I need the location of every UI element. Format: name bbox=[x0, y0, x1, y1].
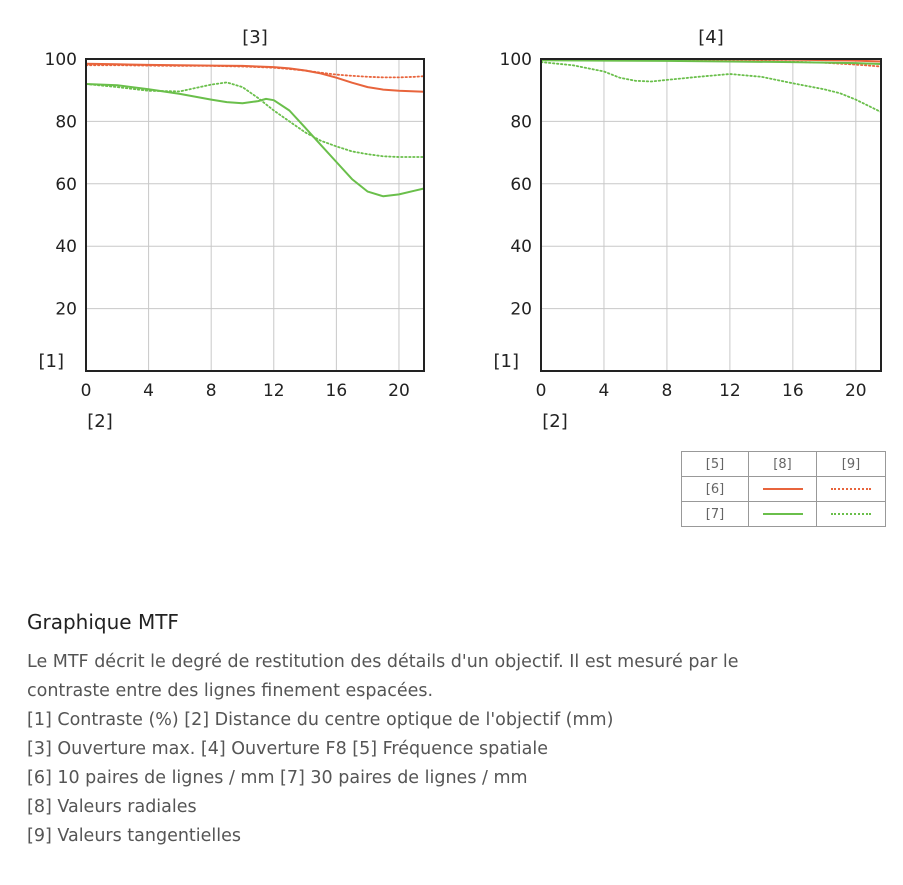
chart2-y-tick-label: 20 bbox=[510, 299, 532, 320]
legend-label-30lp: [7] bbox=[682, 502, 749, 527]
chart2-y-tick-label: 60 bbox=[510, 174, 532, 195]
chart2-y-tick-label: 80 bbox=[510, 112, 532, 133]
legend-swatch-30lp-tangential bbox=[817, 502, 886, 527]
chart1-y-tick-label: 60 bbox=[55, 174, 77, 195]
chart2-x-tick-label: 8 bbox=[661, 381, 673, 401]
legend-swatch-30lp-radial bbox=[749, 502, 817, 527]
chart1-series-line bbox=[86, 65, 424, 77]
caption-line: Le MTF décrit le degré de restitution des détails d'un objectif. Il est mesuré par le bbox=[27, 652, 739, 672]
legend-swatch-10lp-radial bbox=[749, 477, 817, 502]
chart1-y-axis-label: [1] bbox=[38, 351, 64, 372]
chart1-y-tick-label: 100 bbox=[44, 50, 77, 70]
chart1-x-tick-label: 20 bbox=[388, 381, 410, 401]
legend-header-tangential: [9] bbox=[817, 452, 886, 477]
chart1-x-tick-label: 0 bbox=[80, 381, 92, 401]
chart1-frame bbox=[86, 59, 424, 371]
chart1-x-tick-label: 8 bbox=[205, 381, 217, 401]
caption-title: Graphique MTF bbox=[27, 610, 179, 634]
chart2-series-line bbox=[541, 62, 881, 112]
caption-line: [6] 10 paires de lignes / mm [7] 30 paires de lignes / mm bbox=[27, 768, 528, 788]
chart1-y-tick-label: 20 bbox=[55, 299, 77, 320]
chart1-series-line bbox=[86, 82, 424, 157]
chart2-x-tick-label: 16 bbox=[782, 381, 804, 401]
legend-row-10lp bbox=[682, 477, 886, 502]
chart2-x-tick-label: 0 bbox=[535, 381, 547, 401]
chart2-y-tick-label: 40 bbox=[510, 237, 532, 258]
legend-swatch-10lp-tangential bbox=[817, 477, 886, 502]
legend-header-frequency: [5] bbox=[682, 452, 749, 477]
chart1-y-tick-label: 80 bbox=[55, 112, 77, 133]
legend-label-10lp: [6] bbox=[682, 477, 749, 502]
chart2-y-tick-label: 100 bbox=[499, 50, 532, 70]
chart2-x-tick-label: 20 bbox=[844, 381, 867, 401]
chart1-x-tick-label: 16 bbox=[325, 381, 348, 401]
caption-line: contraste entre des lignes finement espacées. bbox=[27, 681, 434, 701]
caption-line: [1] Contraste (%) [2] Distance du centre optique de l'objectif (mm) bbox=[27, 710, 614, 730]
caption-line: [9] Valeurs tangentielles bbox=[27, 826, 242, 846]
caption-line: [3] Ouverture max. [4] Ouverture F8 [5] Fréquence spatiale bbox=[27, 739, 549, 759]
legend-row-30lp bbox=[682, 502, 886, 527]
chart1-title: [3] bbox=[242, 27, 268, 48]
chart2-y-axis-label: [1] bbox=[493, 351, 519, 372]
chart1-y-tick-label: 40 bbox=[55, 237, 77, 258]
chart1-x-tick-label: 12 bbox=[262, 381, 285, 401]
caption bbox=[27, 610, 827, 851]
chart2-x-axis-label: [2] bbox=[542, 411, 568, 432]
caption-line: [8] Valeurs radiales bbox=[27, 797, 197, 817]
chart1-x-tick-label: 4 bbox=[143, 381, 155, 401]
legend-header-radial: [8] bbox=[749, 452, 817, 477]
chart1-x-axis-label: [2] bbox=[87, 411, 113, 432]
legend-table bbox=[681, 451, 886, 527]
chart2-x-tick-label: 12 bbox=[719, 381, 741, 401]
chart2-title: [4] bbox=[698, 27, 724, 48]
legend-header-row bbox=[682, 452, 886, 477]
chart1-series-line bbox=[86, 84, 424, 196]
chart2-frame bbox=[541, 59, 881, 371]
chart2-x-tick-label: 4 bbox=[598, 381, 610, 401]
